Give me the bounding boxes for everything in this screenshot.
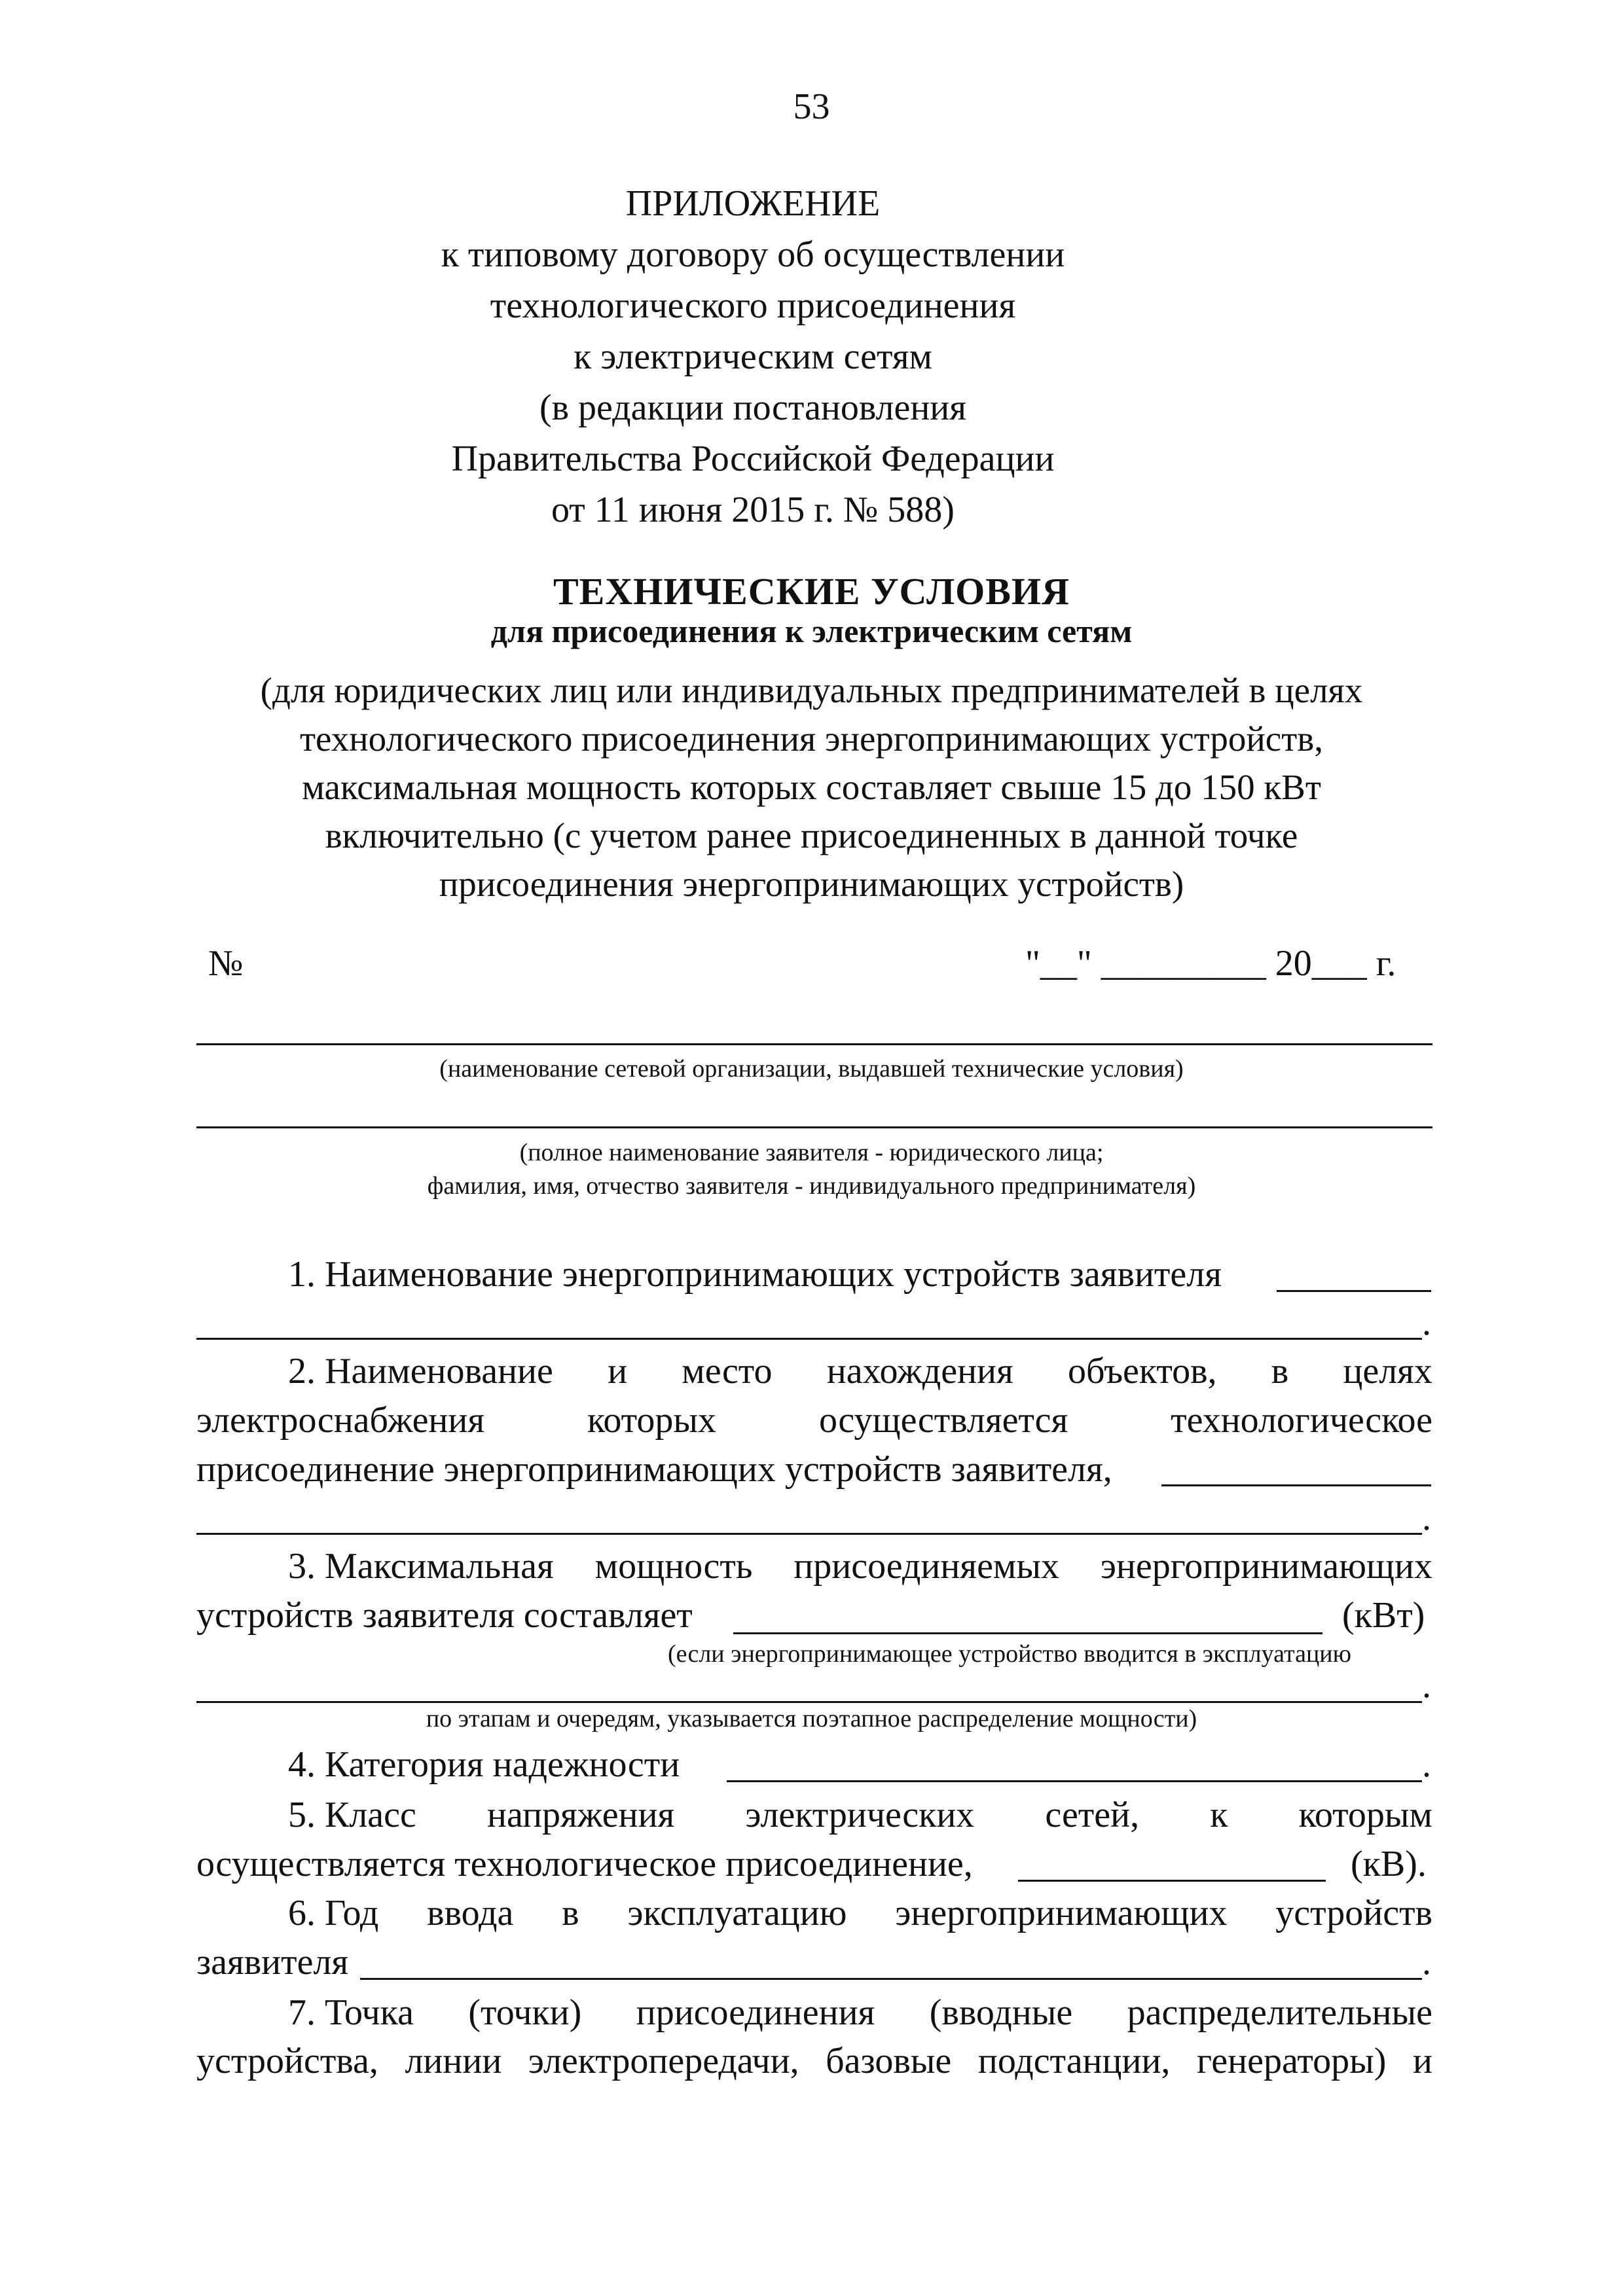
applicant-caption: (полное наименование заявителя - юридического лица;: [519, 1139, 1104, 1166]
scope-line: включительно (с учетом ранее присоединенных в данной точке: [325, 816, 1298, 855]
item-5-word: 5. Класс: [288, 1795, 416, 1835]
item-2-line-2: [196, 1397, 1432, 1443]
item-5-word: электрических: [745, 1795, 975, 1835]
item-4-text: 4. Категория надежности: [288, 1744, 680, 1785]
item-6-word: устройств: [1275, 1893, 1432, 1933]
scope-line: технологического присоединения энергопринимающих устройств,: [300, 719, 1323, 759]
item-6-word: ввода: [427, 1893, 514, 1933]
item-7-word: линии: [405, 2041, 502, 2081]
item-5-unit: (кВ).: [1351, 1844, 1427, 1884]
item-3-power-blank: [733, 1632, 1322, 1634]
item-2-line-1: [288, 1348, 1432, 1394]
item-6-period: .: [1422, 1942, 1431, 1982]
item-7-word: и: [1412, 2041, 1432, 2081]
appendix-line: Правительства Российской Федерации: [451, 439, 1055, 479]
item-7-word: (вводные: [929, 1992, 1073, 2033]
scope-line: присоединения энергопринимающих устройств): [439, 864, 1184, 904]
item-5-word: сетей,: [1045, 1795, 1140, 1835]
appendix-line: (в редакции постановления: [539, 387, 967, 428]
appendix-line: к типовому договору об осуществлении: [441, 234, 1065, 275]
item-7-word: подстанции,: [977, 2041, 1171, 2081]
item-5-voltage-blank: [1018, 1880, 1326, 1882]
staged-caption: по этапам и очередям, указывается поэтапное распределение мощности): [426, 1705, 1197, 1732]
item-3-unit: (кВт): [1342, 1595, 1425, 1636]
org-name-caption: (наименование сетевой организации, выдавшей технические условия): [439, 1055, 1184, 1083]
item-3-word: присоединяемых: [793, 1546, 1059, 1587]
item-5-line-2: осуществляется технологическое присоединение,: [196, 1844, 973, 1884]
item-4-period: .: [1422, 1744, 1431, 1785]
item-7-word: распределительные: [1127, 1992, 1432, 2033]
org-name-line: [196, 1043, 1432, 1045]
item-5-line-1: [288, 1792, 1432, 1838]
item-7-line-2: [196, 2038, 1432, 2084]
item-4-blank: [727, 1780, 1422, 1782]
document-title: ТЕХНИЧЕСКИЕ УСЛОВИЯ: [553, 570, 1070, 613]
item-5-word: к: [1210, 1795, 1228, 1835]
document-subtitle: для присоединения к электрическим сетям: [490, 613, 1133, 649]
item-2-word: место: [682, 1351, 773, 1391]
number-label: №: [208, 943, 244, 984]
item-6-word: в: [562, 1893, 579, 1933]
item-7-line-1: [288, 1990, 1432, 2036]
item-2-word: электроснабжения: [196, 1400, 485, 1441]
item-3-word: 3. Максимальная: [288, 1546, 554, 1587]
item-6-line-1: [288, 1890, 1432, 1936]
item-7-word: 7. Точка: [288, 1992, 414, 2033]
item-6-word: энергопринимающих: [895, 1893, 1228, 1933]
appendix-title: ПРИЛОЖЕНИЕ: [625, 183, 881, 224]
item-2-word: которых: [587, 1400, 717, 1441]
scope-line: максимальная мощность которых составляет свыше 15 до 150 кВт: [302, 767, 1321, 807]
item-1-blank: [1277, 1290, 1431, 1292]
item-2-continuation-line: [196, 1533, 1422, 1535]
item-2-word: целях: [1343, 1351, 1432, 1391]
item-6-word: эксплуатацию: [627, 1893, 847, 1933]
item-2-period: .: [1422, 1498, 1431, 1538]
item-7-word: электропередачи,: [528, 2041, 799, 2081]
item-5-word: напряжения: [486, 1795, 675, 1835]
item-2-word: в: [1271, 1351, 1289, 1391]
item-3-line-2: устройств заявителя составляет: [196, 1595, 693, 1636]
item-6-word: 6. Год: [288, 1893, 379, 1933]
item-7-word: базовые: [826, 2041, 952, 2081]
item-1-continuation-line: [196, 1338, 1422, 1340]
item-2-word: и: [608, 1351, 628, 1391]
item-3-word: энергопринимающих: [1100, 1546, 1432, 1587]
applicant-caption: фамилия, имя, отчество заявителя - индивидуального предпринимателя): [427, 1172, 1196, 1200]
page-number: 53: [793, 86, 830, 127]
appendix-line: от 11 июня 2015 г. № 588): [551, 490, 955, 530]
item-7-word: (точки): [468, 1992, 582, 2033]
item-1-text: 1. Наименование энергопринимающих устройств заявителя: [288, 1254, 1222, 1295]
item-5-word: которым: [1298, 1795, 1432, 1835]
applicant-name-line: [196, 1126, 1432, 1128]
staged-caption: (если энергопринимающее устройство вводится в эксплуатацию: [668, 1640, 1352, 1668]
item-3-word: мощность: [594, 1546, 753, 1587]
date-field: "__" _________ 20___ г.: [1025, 943, 1396, 984]
item-1-period: .: [1422, 1302, 1431, 1343]
appendix-line: технологического присоединения: [490, 285, 1016, 326]
scope-line: (для юридических лиц или индивидуальных предпринимателей в целях: [260, 670, 1363, 710]
item-2-word: нахождения: [826, 1351, 1013, 1391]
item-6-line-2: заявителя: [196, 1942, 349, 1982]
item-3-line-1: [288, 1543, 1432, 1589]
item-2-line-3: присоединение энергопринимающих устройств заявителя,: [196, 1449, 1112, 1490]
item-7-word: устройства,: [196, 2041, 378, 2081]
appendix-line: к электрическим сетям: [574, 336, 932, 377]
item-2-word: осуществляется: [818, 1400, 1068, 1441]
item-2-word: 2. Наименование: [288, 1351, 553, 1391]
item-7-word: генераторы): [1197, 2041, 1387, 2081]
item-6-year-blank: [360, 1978, 1422, 1980]
item-2-word: объектов,: [1067, 1351, 1217, 1391]
item-2-word: технологическое: [1171, 1400, 1432, 1441]
item-3-period: .: [1422, 1665, 1431, 1706]
item-7-word: присоединения: [636, 1992, 875, 2033]
item-2-blank: [1161, 1484, 1431, 1486]
